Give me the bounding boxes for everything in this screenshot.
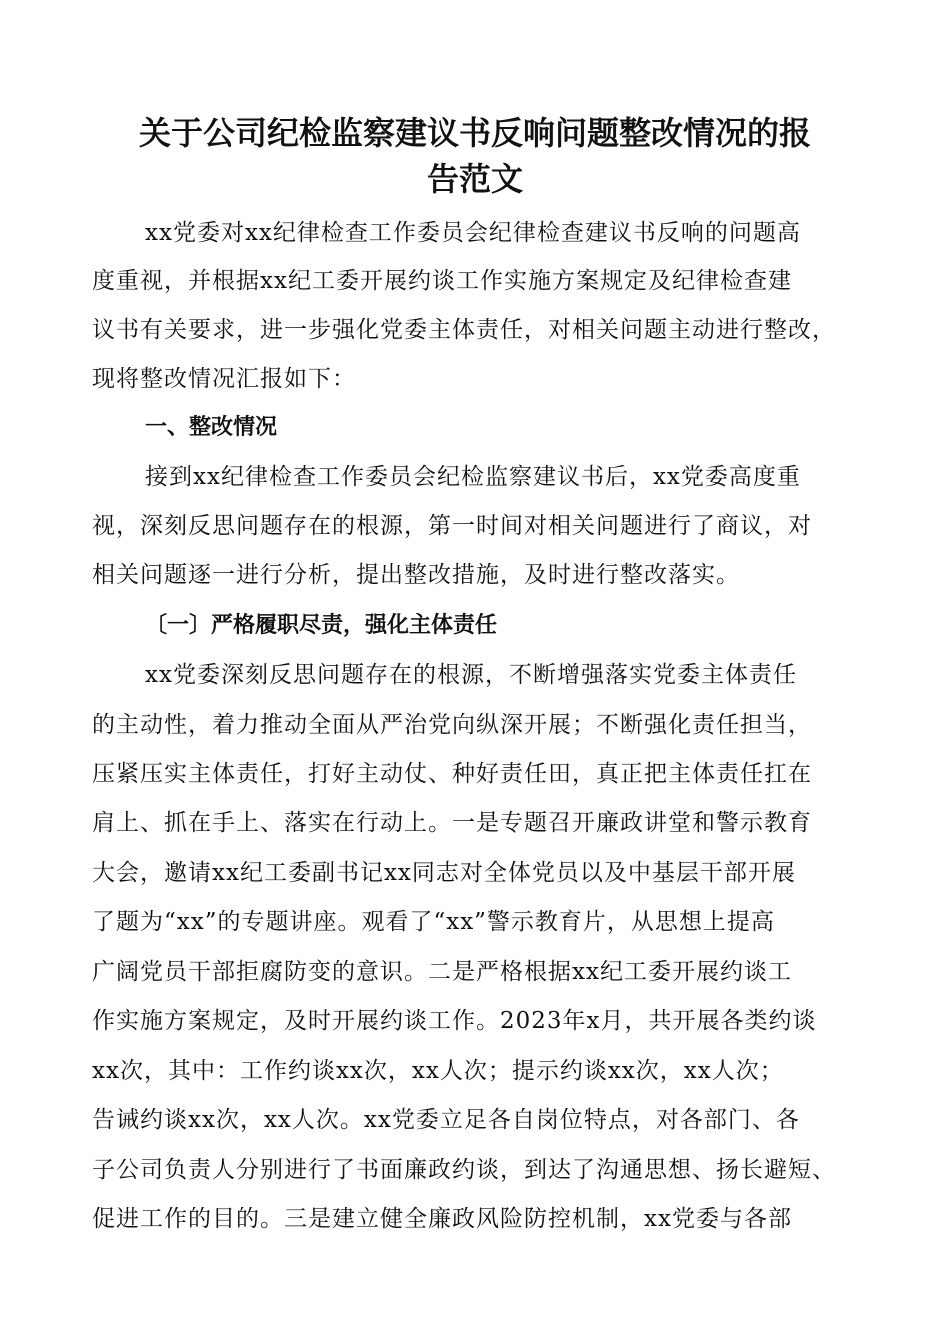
title-line-2: 告范文	[426, 160, 523, 198]
subsection1-line-4: 肩上、抓在手上、落实在行动上。一是专题召开廉政讲堂和警示教育	[92, 810, 812, 836]
subsection1-line-2: 的主动性，着力推动全面从严治党向纵深开展；不断强化责任担当，	[92, 712, 812, 738]
section-heading-1: 一、整改情况	[145, 415, 278, 440]
intro-line-4: 现将整改情况汇报如下：	[92, 366, 356, 392]
subsection1-line-10: 告诫约谈xx次，xx人次。xx党委立足各自岗位特点，对各部门、各	[92, 1107, 800, 1133]
subsection1-line-3: 压紧压实主体责任，打好主动仗、种好责任田，真正把主体责任扛在	[92, 761, 812, 787]
intro-line-1: xx党委对xx纪律检查工作委员会纪律检查建议书反响的问题高	[145, 220, 801, 246]
section1-line-3: 相关问题逐一进行分析，提出整改措施，及时进行整改落实。	[92, 562, 740, 588]
subsection1-line-5: 大会，邀请xx纪工委副书记xx同志对全体党员以及中基层干部开展	[92, 860, 796, 886]
subsection1-line-1: xx党委深刻反思问题存在的根源，不断增强落实党委主体责任	[145, 662, 797, 688]
subsection1-line-8: 作实施方案规定，及时开展约谈工作。2023年x月，共开展各类约谈	[92, 1008, 817, 1034]
section1-line-2: 视，深刻反思问题存在的根源，第一时间对相关问题进行了商议，对	[92, 513, 812, 539]
intro-line-2: 度重视，并根据xx纪工委开展约谈工作实施方案规定及纪律检查建	[92, 268, 792, 294]
intro-line-3: 议书有关要求，进一步强化党委主体责任，对相关问题主动进行整改，	[92, 317, 836, 343]
subsection1-line-9: xx次，其中：工作约谈xx次，xx人次；提示约谈xx次，xx人次；	[92, 1058, 784, 1084]
subsection1-line-7: 广阔党员干部拒腐防变的意识。二是严格根据xx纪工委开展约谈工	[92, 959, 792, 985]
document-title	[90, 110, 860, 202]
subsection1-line-12: 促进工作的目的。三是建立健全廉政风险防控机制，xx党委与各部	[92, 1206, 792, 1232]
title-line-1: 关于公司纪检监察建议书反响问题整改情况的报	[138, 114, 811, 152]
subsection1-line-11: 子公司负责人分别进行了书面廉政约谈，到达了沟通思想、扬长避短、	[92, 1157, 836, 1183]
section1-line-1: 接到xx纪律检查工作委员会纪检监察建议书后，xx党委高度重	[145, 464, 801, 490]
subsection1-line-6: 了题为“xx”的专题讲座。观看了“xx”警示教育片，从思想上提高	[92, 909, 775, 935]
subsection-heading-1: 〔一〕严格履职尽责，强化主体责任	[145, 613, 498, 638]
